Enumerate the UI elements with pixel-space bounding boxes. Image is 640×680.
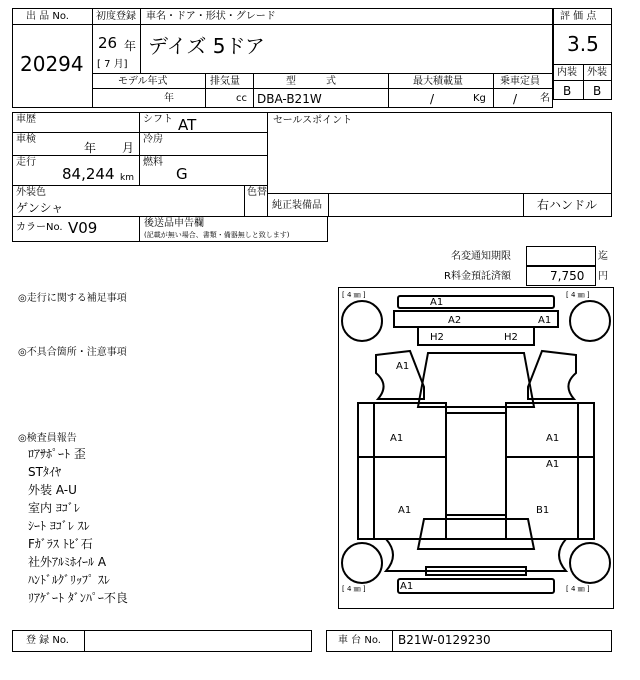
front-fender-left-part <box>376 351 424 399</box>
damage-headlight-right: H2 <box>504 332 518 343</box>
list-item: STﾀｲﾔ <box>28 465 61 479</box>
damage-bonnet-a1: A1 <box>538 315 552 326</box>
defect-notes-label: ◎不具合箇所・注意事項 <box>18 347 127 358</box>
rear-body-part <box>418 519 534 549</box>
diagram-frame <box>339 288 614 609</box>
recycle-fee: 7,750 <box>550 269 585 283</box>
model-code: DBA-B21W <box>257 92 322 106</box>
color-value: ゲンシャ <box>16 201 64 215</box>
chassis-number: B21W-0129230 <box>398 633 491 647</box>
registration-number-label: 登 録 No. <box>26 635 69 646</box>
bonnet-part <box>394 311 558 327</box>
post-documents-label: 後送品申告欄 <box>144 218 204 229</box>
recycle-fee-label: R料金預託済額 <box>444 271 511 282</box>
model-year-unit: 年 <box>164 93 174 104</box>
max-load: / <box>430 92 435 106</box>
front-fender-right-part <box>528 351 576 399</box>
tire-front-right <box>570 301 610 341</box>
car-name: デイズ 5ドア <box>148 34 265 58</box>
damage-rear-door-right: A1 <box>546 459 560 470</box>
first-registration-label: 初度登録 <box>96 11 136 22</box>
tire-depth-front-right: [ 4 ㎜ ] <box>566 291 590 299</box>
mileage-unit: km <box>120 173 134 183</box>
tire-depth-front-left: [ 4 ㎜ ] <box>342 291 366 299</box>
lot-number: 20294 <box>20 52 84 76</box>
inspection-year: 年 <box>84 141 97 155</box>
sales-points-label: セールスポイント <box>273 115 353 126</box>
tire-front-left <box>342 301 382 341</box>
grade-score: 3.5 <box>567 32 599 56</box>
model-year-label: モデル年式 <box>118 76 168 87</box>
ac-label: 冷房 <box>143 134 163 145</box>
roof-part <box>446 413 506 515</box>
max-load-label: 最大積載量 <box>413 76 463 87</box>
displacement-unit: cc <box>236 93 247 104</box>
exterior-label: 外装 <box>587 67 607 78</box>
inspector-report-label: ◎検査員報告 <box>18 433 77 444</box>
shift-label: シフト <box>143 114 173 125</box>
car-damage-diagram <box>338 287 614 609</box>
car-name-label: 車名・ドア・形状・グレード <box>146 11 276 22</box>
list-item: 室内 ﾖｺﾞﾚ <box>28 501 80 515</box>
exterior-grade: B <box>593 84 602 98</box>
first-registration-month: [ 7 月] <box>97 59 128 70</box>
name-change-deadline-box <box>526 246 596 266</box>
recolor-label: 色替 <box>247 187 267 198</box>
capacity-unit: 名 <box>540 93 550 104</box>
history-label: 車歴 <box>16 114 36 125</box>
color-number: V09 <box>68 219 98 237</box>
tire-rear-right <box>570 543 610 583</box>
capacity: / <box>513 92 518 106</box>
body-outline-part <box>418 353 534 407</box>
damage-front-bumper: A1 <box>430 297 444 308</box>
damage-rear-fender-right: B1 <box>536 505 550 516</box>
interior-grade: B <box>563 84 572 98</box>
list-item: 外装 A-U <box>28 483 77 497</box>
interior-label: 内装 <box>557 67 577 78</box>
first-registration-year: 26 <box>98 34 118 52</box>
displacement-label: 排気量 <box>210 76 240 87</box>
fuel-value: G <box>176 165 188 183</box>
color-label: 外装色 <box>16 187 46 198</box>
max-load-unit: Kg <box>473 93 486 104</box>
list-item: ｼｰﾄ ﾖｺﾞﾚ ｽﾚ <box>28 519 90 533</box>
damage-bonnet-a2: A2 <box>448 315 462 326</box>
damage-front-door-left: A1 <box>390 433 404 444</box>
mileage-label: 走行 <box>16 157 36 168</box>
recycle-fee-unit: 円 <box>598 271 608 282</box>
capacity-label: 乗車定員 <box>500 76 540 87</box>
driving-notes-label: ◎走行に関する補足事項 <box>18 293 127 304</box>
lot-number-label: 出 品 No. <box>26 11 69 22</box>
list-item: ﾊﾝﾄﾞﾙｸﾞﾘｯﾌﾟ ｽﾚ <box>28 573 110 587</box>
shift-value: AT <box>178 116 197 134</box>
chassis-number-label: 車 台 No. <box>338 635 381 646</box>
name-change-deadline-unit: 迄 <box>598 251 608 262</box>
list-item: ﾘｱｹﾞｰﾄ ﾀﾞﾝﾊﾟｰ不良 <box>28 591 128 605</box>
damage-rear-fender-left: A1 <box>398 505 412 516</box>
mileage-value: 84,244 <box>62 165 115 183</box>
damage-headlight-left: H2 <box>430 332 444 343</box>
list-item: 社外ｱﾙﾐﾎｲｰﾙ A <box>28 555 107 569</box>
tire-depth-rear-right: [ 4 ㎜ ] <box>566 585 590 593</box>
inspection-month: 月 <box>122 141 135 155</box>
grade-label: 評 価 点 <box>560 11 597 22</box>
damage-front-fender-left: A1 <box>396 361 410 372</box>
fuel-label: 燃料 <box>143 157 163 168</box>
front-bumper-part <box>398 296 554 308</box>
inspection-label: 車検 <box>16 134 36 145</box>
tire-depth-rear-left: [ 4 ㎜ ] <box>342 585 366 593</box>
genuine-equipment-label: 純正装備品 <box>272 200 322 211</box>
info-left-box <box>12 112 268 186</box>
damage-front-door-right: A1 <box>546 433 560 444</box>
damage-rear-bumper: A1 <box>400 581 414 592</box>
first-registration-year-unit: 年 <box>124 39 137 53</box>
tire-rear-left <box>342 543 382 583</box>
model-code-label: 型 式 <box>286 76 336 87</box>
list-item: Fｶﾞﾗｽ ﾄﾋﾞ石 <box>28 537 93 551</box>
name-change-deadline-label: 名変通知期限 <box>451 251 511 262</box>
color-number-label: カラーNo. <box>16 222 63 233</box>
rear-bumper-part <box>398 579 554 593</box>
post-documents-note: (記載が無い場合、書類・備器無しと致します) <box>144 231 290 239</box>
handle-position: 右ハンドル <box>537 198 598 212</box>
list-item: ﾛｱｻﾎﾟｰﾄ 歪 <box>28 447 86 461</box>
